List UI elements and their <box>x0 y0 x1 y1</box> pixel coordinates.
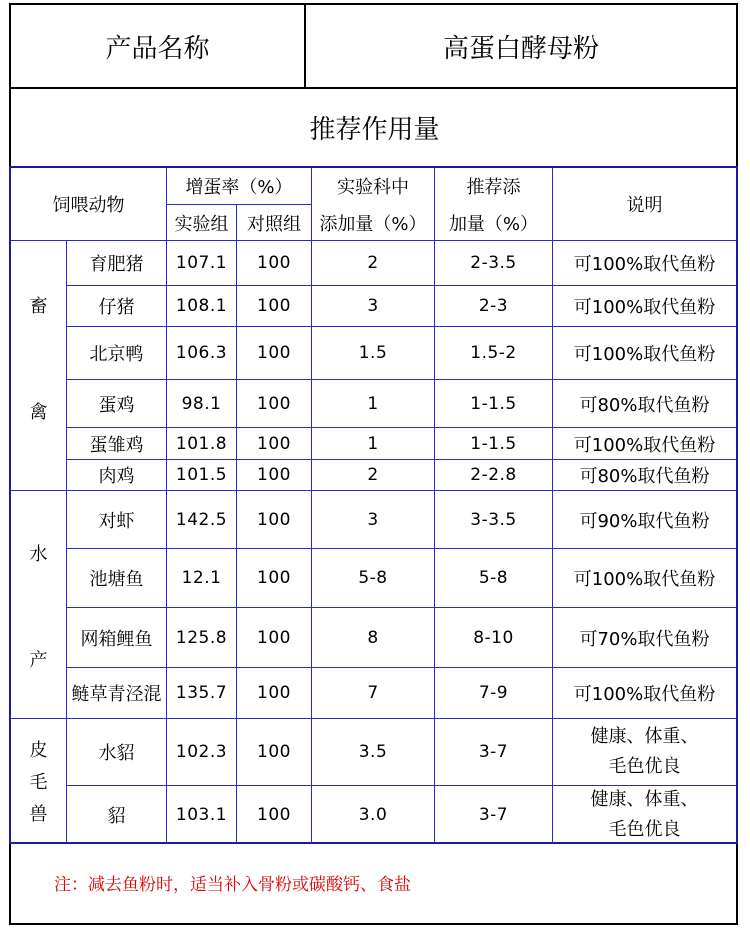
animal-cell: 对虾 <box>98 510 135 532</box>
experimental-cell: 102.3 <box>175 742 228 762</box>
section-title: 推荐作用量 <box>309 114 440 145</box>
recommended-dosage-cell: 1-1.5 <box>470 393 517 414</box>
note-cell: 可100%取代鱼粉 <box>573 344 716 365</box>
experimental-cell: 135.7 <box>175 683 228 703</box>
recommended-dosage-cell: 3-7 <box>478 742 509 762</box>
control-cell: 100 <box>257 804 291 825</box>
recommended-dosage-cell: 8-10 <box>473 627 514 648</box>
column-header-animal: 饲喂动物 <box>52 195 125 216</box>
recommended-dosage-cell: 3-7 <box>478 804 509 825</box>
column-header-recommended-1: 推荐添 <box>466 177 521 198</box>
experimental-cell: 108.1 <box>175 296 228 316</box>
control-cell: 100 <box>257 433 291 454</box>
animal-cell: 仔猪 <box>98 297 135 318</box>
experimental-cell: 101.8 <box>175 433 228 454</box>
column-header-lab-1: 实验科中 <box>337 177 409 198</box>
group-label-aquatic <box>11 540 66 672</box>
lab-dosage-cell: 3.0 <box>358 804 388 825</box>
control-cell: 100 <box>257 343 291 363</box>
note-cell <box>553 719 736 785</box>
recommended-dosage-cell: 2-2.8 <box>470 465 517 485</box>
experimental-cell: 125.8 <box>175 627 228 648</box>
group-label-char: 产 <box>29 650 48 671</box>
animal-cell: 育肥猪 <box>89 254 144 275</box>
group-label-char: 皮 <box>29 740 48 761</box>
animal-cell: 蛋雏鸡 <box>89 434 144 456</box>
lab-dosage-cell: 1.5 <box>358 343 388 363</box>
column-header-rate: 增蛋率（%） <box>185 177 293 198</box>
note-cell: 可100%取代鱼粉 <box>573 254 716 275</box>
column-header-lab-2: 添加量（%） <box>319 213 427 235</box>
note-line: 健康、体重、 <box>590 726 699 747</box>
control-cell: 100 <box>257 568 291 588</box>
animal-cell: 鲢草青泾混 <box>71 684 162 705</box>
note-cell: 可70%取代鱼粉 <box>579 628 710 650</box>
column-header-control: 对照组 <box>247 213 301 235</box>
recommended-dosage-cell: 1.5-2 <box>470 343 517 363</box>
animal-cell: 北京鸭 <box>89 344 144 365</box>
animal-cell: 池塘鱼 <box>89 569 144 590</box>
experimental-cell: 107.1 <box>175 253 228 273</box>
note-cell: 可100%取代鱼粉 <box>573 434 716 456</box>
group-label-char: 禽 <box>29 402 48 423</box>
note-cell <box>553 786 736 843</box>
recommended-dosage-cell: 7-9 <box>478 683 509 703</box>
lab-dosage-cell: 1 <box>367 393 379 414</box>
group-label-char: 水 <box>29 544 48 565</box>
control-cell: 100 <box>257 296 291 316</box>
product-label: 产品名称 <box>105 33 210 64</box>
animal-cell: 貂 <box>107 805 126 827</box>
experimental-cell: 106.3 <box>175 343 228 363</box>
recommended-dosage-cell: 5-8 <box>478 568 509 588</box>
animal-cell: 蛋鸡 <box>98 394 135 416</box>
column-header-recommended-2: 加量（%） <box>448 213 539 235</box>
lab-dosage-cell: 3 <box>367 296 379 316</box>
control-cell: 100 <box>257 253 291 273</box>
group-label-fur <box>11 735 66 831</box>
recommended-dosage-cell: 2-3.5 <box>470 253 517 273</box>
control-cell: 100 <box>257 742 291 762</box>
animal-cell: 网箱鲤鱼 <box>80 628 153 650</box>
control-cell: 100 <box>257 393 291 414</box>
note-cell: 可100%取代鱼粉 <box>573 297 716 318</box>
lab-dosage-cell: 3 <box>367 509 379 530</box>
lab-dosage-cell: 2 <box>367 253 379 273</box>
note-line: 健康、体重、 <box>590 788 699 810</box>
lab-dosage-cell: 5-8 <box>358 568 388 588</box>
control-cell: 100 <box>257 683 291 703</box>
lab-dosage-cell: 1 <box>367 433 379 454</box>
experimental-cell: 98.1 <box>181 393 222 414</box>
group-label-livestock <box>11 292 66 424</box>
control-cell: 100 <box>257 465 291 485</box>
animal-cell: 水貂 <box>98 743 135 764</box>
animal-cell: 肉鸡 <box>98 466 135 487</box>
note-cell: 可100%取代鱼粉 <box>573 684 716 705</box>
product-name: 高蛋白酵母粉 <box>442 33 599 64</box>
recommended-dosage-cell: 1-1.5 <box>470 433 517 454</box>
footnote: 注：减去鱼粉时，适当补入骨粉或碳酸钙、食盐 <box>54 875 411 895</box>
recommended-dosage-cell: 2-3 <box>478 296 509 316</box>
group-label-char: 畜 <box>29 296 48 317</box>
note-cell: 可80%取代鱼粉 <box>579 466 710 487</box>
note-cell: 可100%取代鱼粉 <box>573 569 716 590</box>
experimental-cell: 12.1 <box>181 568 222 588</box>
group-label-char: 毛 <box>29 772 48 793</box>
experimental-cell: 101.5 <box>175 465 228 485</box>
lab-dosage-cell: 8 <box>367 627 379 648</box>
note-line: 毛色优良 <box>608 818 681 840</box>
control-cell: 100 <box>257 509 291 530</box>
note-cell: 可80%取代鱼粉 <box>579 394 710 416</box>
group-label-char: 兽 <box>29 804 48 825</box>
control-cell: 100 <box>257 627 291 648</box>
experimental-cell: 142.5 <box>175 509 228 530</box>
column-header-note: 说明 <box>626 195 663 216</box>
lab-dosage-cell: 7 <box>367 683 379 703</box>
note-line: 毛色优良 <box>608 756 681 777</box>
recommended-dosage-cell: 3-3.5 <box>470 509 517 530</box>
lab-dosage-cell: 3.5 <box>358 742 388 762</box>
note-cell: 可90%取代鱼粉 <box>579 510 710 532</box>
experimental-cell: 103.1 <box>175 804 228 825</box>
column-header-experimental: 实验组 <box>174 213 229 235</box>
lab-dosage-cell: 2 <box>367 465 379 485</box>
